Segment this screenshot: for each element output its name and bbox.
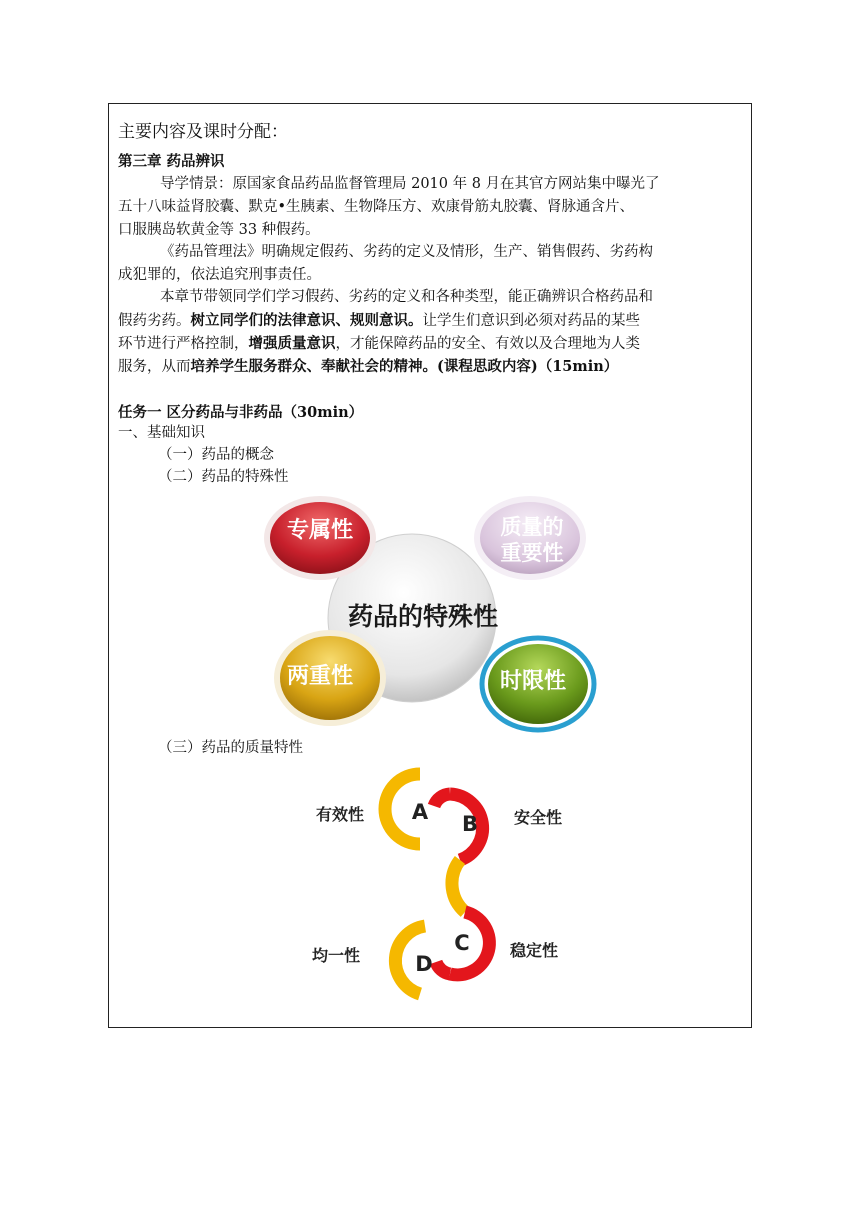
para1-line3: 口服胰岛软黄金等 33 种假药。 bbox=[118, 222, 320, 238]
para3-line4 bbox=[118, 355, 618, 379]
letter-d: D bbox=[415, 952, 433, 976]
label-stability: 稳定性 bbox=[509, 941, 559, 960]
para3-l4b-bold: 培养学生服务群众、奉献社会的精神。(课程思政内容)（15min） bbox=[190, 358, 619, 375]
label-effective: 有效性 bbox=[315, 805, 365, 824]
para3-line3 bbox=[118, 332, 640, 356]
para1-line1: 导学情景：原国家食品药品监督管理局 2010 年 8 月在其官方网站集中曝光了 bbox=[160, 176, 660, 192]
para2-line2: 成犯罪的，依法追究刑事责任。 bbox=[118, 267, 321, 283]
bottom-right-label: 时限性 bbox=[499, 669, 567, 694]
para3-l3b-bold: 增强质量意识 bbox=[248, 335, 336, 352]
bottom-left-label: 两重性 bbox=[286, 664, 354, 689]
arc-b-join bbox=[434, 794, 450, 806]
label-uniformity: 均一性 bbox=[311, 946, 361, 965]
basics-heading: 一、基础知识 bbox=[118, 425, 205, 441]
top-right-label-line2: 重要性 bbox=[500, 541, 564, 565]
arc-middle bbox=[452, 860, 465, 912]
task1-title: 任务一 区分药品与非药品（30min） bbox=[118, 404, 364, 421]
letter-a: A bbox=[411, 800, 429, 824]
center-label: 药品的特殊性 bbox=[347, 602, 499, 631]
para2-line1: 《药品管理法》明确规定假药、劣药的定义及情形，生产、销售假药、劣药构 bbox=[160, 244, 653, 260]
item-drug-quality: （三）药品的质量特性 bbox=[158, 740, 303, 756]
chapter-title: 第三章 药品辨识 bbox=[118, 153, 225, 170]
letter-b: B bbox=[461, 812, 479, 836]
para3-l2b-bold: 树立同学们的法律意识、规则意识。 bbox=[190, 312, 423, 329]
para3-line2 bbox=[118, 309, 640, 333]
para3-l4a: 服务，从而 bbox=[118, 359, 191, 375]
item-drug-concept: （一）药品的概念 bbox=[158, 447, 274, 463]
para3-l3a: 环节进行严格控制， bbox=[118, 336, 249, 352]
quality-diagram bbox=[300, 766, 580, 1002]
para3-line1: 本章节带领同学们学习假药、劣药的定义和各种类型，能正确辨识合格药品和 bbox=[160, 289, 653, 305]
para3-l2c: 让学生们意识到必须对药品的某些 bbox=[422, 313, 640, 329]
section-heading: 主要内容及课时分配： bbox=[118, 122, 288, 142]
letter-c: C bbox=[454, 931, 470, 955]
arc-c-join bbox=[436, 962, 450, 974]
top-right-label-line1: 质量的 bbox=[500, 515, 564, 539]
label-safety: 安全性 bbox=[513, 808, 563, 827]
specialty-diagram bbox=[258, 494, 600, 734]
top-left-label: 专属性 bbox=[286, 518, 354, 543]
para3-l2a: 假药劣药。 bbox=[118, 313, 191, 329]
para1-line2: 五十八味益肾胶囊、默克•生胰素、生物降压方、欢康骨筋丸胶囊、肾脉通含片、 bbox=[118, 199, 635, 215]
item-drug-specialty: （二）药品的特殊性 bbox=[158, 469, 289, 485]
para3-l3c: ，才能保障药品的安全、有效以及合理地为人类 bbox=[335, 336, 640, 352]
